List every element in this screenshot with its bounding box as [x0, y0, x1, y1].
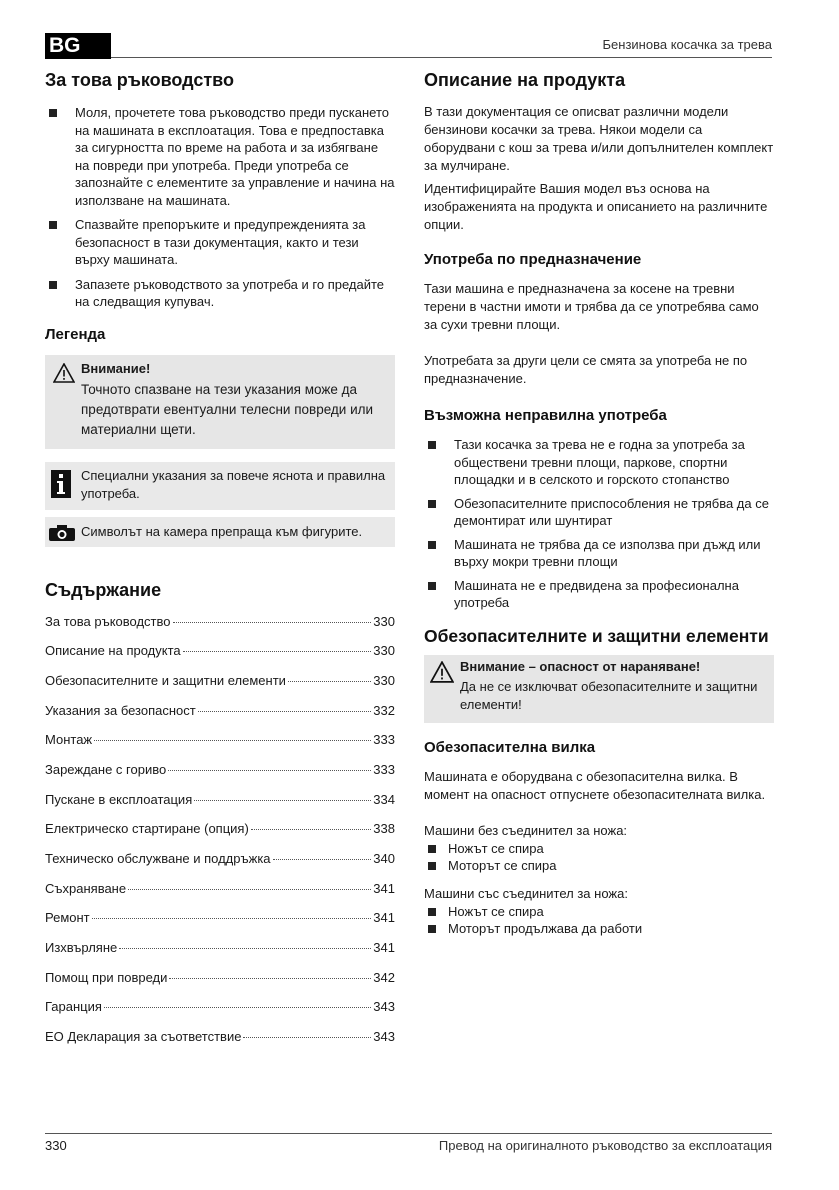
clutch-list	[424, 903, 774, 938]
toc-page: 341	[373, 880, 395, 896]
warning-triangle-icon	[53, 363, 75, 383]
toc-row[interactable]	[45, 614, 395, 644]
desc-paragraph: Идентифицирайте Вашия модел въз основа на изображенията на продукта и описанието на различните опции.	[424, 181, 768, 232]
about-item: Запазете ръководството за употреба и го предайте на следващия купувач.	[45, 276, 395, 311]
toc-row[interactable]	[45, 851, 395, 881]
toc-label: Съхраняване	[45, 880, 127, 896]
header-title: Бензинова косачка за трева	[602, 37, 772, 52]
toc-page: 338	[373, 821, 395, 837]
header-rule	[111, 57, 772, 58]
toc-page: 341	[373, 940, 395, 956]
toc-label: Описание на продукта	[45, 643, 181, 659]
toc-title: Съдържание	[45, 579, 162, 600]
camera-icon	[49, 525, 75, 541]
footer-page-number: 330	[45, 1138, 67, 1153]
misuse-item: Тази косачка за трева не е годна за употреба за обществени тревни площи, паркове, спортни площадки и в селското и горското стопанство	[424, 436, 774, 489]
misuse-item: Машината не трябва да се използва при дъжд или върху мокри тревни площи	[424, 536, 774, 571]
toc-label: Гаранция	[45, 999, 102, 1015]
about-title: За това ръководство	[45, 70, 235, 90]
toc-page: 342	[373, 969, 395, 985]
no-clutch-title: Машини без съединител за ножа:	[424, 822, 628, 838]
about-item: Спазвайте препоръките и предупрежденията за безопасност в тази документация, както и тези върху машината.	[45, 216, 395, 269]
warning-title: Внимание!	[81, 360, 151, 376]
toc-label: Електрическо стартиране (опция)	[45, 821, 249, 837]
language-badge: BG	[45, 33, 111, 59]
toc-row[interactable]	[45, 910, 395, 940]
toc-label: Ремонт	[45, 910, 90, 926]
toc-page: 343	[373, 1029, 395, 1045]
misuse-list	[424, 436, 774, 612]
no-clutch-item: Ножът се спира	[424, 840, 774, 858]
warning-box	[45, 355, 395, 449]
info-icon	[51, 470, 71, 498]
fork-paragraph: Машината е оборудвана с обезопасителна вилка. В момент на опасност отпуснете обезопасителната вилка.	[424, 768, 766, 802]
use-paragraph: Тази машина е предназначена за косене на тревни терени в частни имоти и трябва да се употребява само за сухи тревни площи.	[424, 281, 759, 332]
fork-title: Обезопасителна вилка	[424, 738, 596, 756]
clutch-title: Машини със съединител за ножа:	[424, 885, 628, 901]
warning-text: Точното спазване на тези указания може да предотврати евентуални телесни повреди или материални щети.	[81, 381, 374, 437]
no-clutch-item: Моторът се спира	[424, 857, 774, 875]
toc-row[interactable]	[45, 673, 395, 703]
toc-row[interactable]	[45, 999, 395, 1029]
camera-text: Символът на камера препраща към фигурите.	[81, 523, 363, 539]
toc-page: 340	[373, 851, 395, 866]
toc-label: Пускане в експлоатация	[45, 791, 193, 807]
toc-row[interactable]	[45, 703, 395, 733]
toc-label: Указания за безопасност	[45, 702, 196, 718]
toc-row[interactable]	[45, 881, 395, 911]
toc-page: 341	[373, 910, 395, 926]
safety-title: Обезопасителните и защитни елементи	[424, 625, 769, 646]
toc-row[interactable]	[45, 940, 395, 970]
right-column	[424, 62, 774, 938]
toc-page: 334	[373, 791, 395, 807]
use-paragraph: Употребата за други цели се смята за употреба не по предназначение.	[424, 353, 748, 386]
footer-text: Превод на оригиналното ръководство за експлоатация	[438, 1138, 772, 1153]
toc-label: Помощ при повреди	[45, 969, 168, 985]
toc-label: Техническо обслужване и поддръжка	[45, 851, 271, 866]
toc-label: За това ръководство	[45, 613, 171, 629]
toc-row[interactable]	[45, 792, 395, 822]
misuse-item: Обезопасителните приспособления не трябва да се демонтират или шунтират	[424, 495, 774, 530]
toc-label: Обезопасителните и защитни елементи	[45, 672, 286, 688]
desc-title: Описание на продукта	[424, 70, 626, 90]
toc-label: Зареждане с гориво	[45, 761, 167, 777]
toc-row[interactable]	[45, 970, 395, 1000]
safety-warning-title: Внимание – опасност от нараняване!	[460, 658, 701, 674]
misuse-title: Възможна неправилна употреба	[424, 407, 667, 424]
left-column	[45, 62, 395, 1059]
toc-page: 330	[373, 643, 395, 659]
footer-rule	[45, 1133, 772, 1134]
toc-label: ЕО Декларация за съответствие	[45, 1029, 242, 1045]
toc-page: 333	[373, 761, 395, 777]
toc-row[interactable]	[45, 821, 395, 851]
toc-label: Монтаж	[45, 732, 93, 748]
safety-warning-text: Да не се изключват обезопасителните и защитни елементи!	[460, 678, 758, 712]
legend-title: Легенда	[45, 325, 106, 343]
misuse-item: Машината не е предвидена за професионална употреба	[424, 577, 774, 612]
toc-row[interactable]	[45, 643, 395, 673]
desc-paragraph: В тази документация се описват различни модели бензинови косачки за трева. Някои модели са оборудвани с кош за трева и/или допълнителен комплект за мулчиране.	[424, 104, 774, 173]
toc-label: Изхвърляне	[45, 940, 118, 956]
no-clutch-list	[424, 840, 774, 875]
toc-row[interactable]	[45, 732, 395, 762]
toc	[45, 614, 395, 1059]
info-box	[45, 462, 395, 510]
toc-page: 343	[373, 999, 395, 1015]
toc-page: 332	[373, 702, 395, 718]
toc-row[interactable]	[45, 1029, 395, 1059]
warning-triangle-icon	[430, 661, 454, 683]
about-item: Моля, прочетете това ръководство преди пускането на машината в експлоатация. Това е предпоставка за сигурността по време на работа и за избягване на повреди при употреба. Преди употреба се запознайте с елементите за управление и начина на използване на машината.	[45, 104, 395, 209]
toc-row[interactable]	[45, 762, 395, 792]
clutch-item: Ножът се спира	[424, 903, 774, 921]
info-text: Специални указания за повече яснота и правилна употреба.	[81, 467, 386, 501]
toc-page: 333	[373, 732, 395, 748]
about-list	[45, 104, 395, 311]
toc-page: 330	[373, 613, 395, 629]
use-title: Употреба по предназначение	[424, 251, 642, 268]
toc-page: 330	[373, 672, 395, 688]
safety-warning-box	[424, 655, 774, 723]
camera-box	[45, 517, 395, 547]
clutch-item: Моторът продължава да работи	[424, 920, 774, 938]
